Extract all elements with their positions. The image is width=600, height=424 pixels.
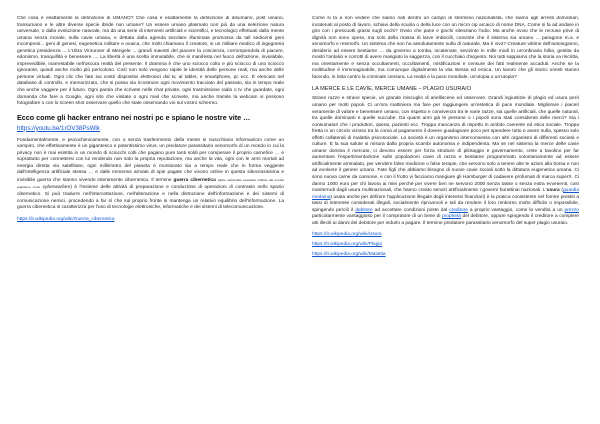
left-intro-paragraph: Che cosa è esattamente la definizione di UMANO? Che cosa è esattamente la definizione di disumano, post umano, transumano e le altre diverse specie ibride non umane? Un essere umano plasmato non più da una selezione natura universale, o dalla evoluzione naturale, ma da una serie di interventi artificiali e scientifici, e tecnologici effettuati dalla mente umana senza morale, sulla cavia umana, e dettata dalla agenda secolare illuminata promossa da tali sedicenti geni incompresi... geni di genesi, eugenetica militare e ovaica, che molti chiamano il creatore, si un militare medico di ingegneria genetica presidenza ... L'Ultra Vinrunner di Mengele ... grandi maestri del piacere la coscienza, corrompendola di piacere, edonismo, tranquillità e benessere .... La libertà è una scelta immutabile, che si manifesta nel fuoco dell'azione, inviolabile, imprevedibile, inarrestabile nell'oscura realtà del presente. Il dramma è che uno sciocco colto e più sciocco di uno sciocco ignorante, quindi anche molto più pericoloso. Così non solo vengono rapite le identità delle persone reali, ma anche delle persone virtuali. Ogni clic che fate sui vostri dispositivi elettronici dal tv, al tablet, e smartphone, pc ecc. È elencato nel database di controllo, e memorizzato, che si possa sia ricostruire ogni movimento tracciato del passato, sia in tempo reale che anche vaggere per il futuro. Ogni parola che scrivete nelle chat private, ogni trasmissione radio o tv che guardate, ogni domanda che fare a Google, ogni sito che visitate o ogni mail che scrivete, ma anche tramite la webcam vi possono fotografare o con lo screen shot osservare quello che state osservando voi sul vostro schermo.	[17, 16, 284, 107]
merce-text-c: ) usata anche per definire l'applicazione illegale degli interessi finanziari) è la pratica consistente nel fornire prestiti a tassi di interesse considerati illegali, socialmente riprovevoli e tali da rendere il loro rimborso molto difficile o impossibile, spingendo perciò il	[312, 194, 579, 213]
inline-link-proprieta[interactable]: proprietà	[442, 214, 461, 220]
right-column	[312, 16, 579, 408]
bold-term: guerra cibernetica	[173, 177, 216, 183]
merce-text-d: ad accettare condizioni poste dal	[374, 207, 448, 213]
left-column	[17, 16, 284, 416]
inline-link-guardia[interactable]: guardia medaina	[312, 188, 579, 200]
wiki-link-malattia[interactable]: https://it.wikipedia.org/wiki/Malattia	[312, 251, 386, 257]
youtube-link[interactable]: https://youtu.be/1rOV38PsWlk	[17, 124, 100, 132]
video-heading: Ecco come gli hacker entrano nei nostri pc e spiano le nostre vite …	[17, 112, 251, 122]
merce-text-b: (	[561, 188, 563, 194]
wiki-link-plagio[interactable]: https://it.wikipedia.org/wiki/Plagio	[312, 241, 383, 247]
cyberwarfare-text-b: ) è l'insieme delle attività di preparazione e conduzione di operazioni di contrasto nello spazio cibernetico. Si può tradurre nell'intercettazione, nell'alterazione e nella distruzione dell'informazione e dei sistemi di comunicazione nemici, procedendo a far sì che sul proprio fronte si mantenga un relativo equilibrio dell'informazione. La guerra cibernetica si caratterizza per l'uso di tecnologie elettroniche, informatiche e dei sistemi di telecomunicazione.	[17, 185, 284, 211]
merce-paragraph	[312, 96, 579, 227]
right-intro-paragraph: Come si fa a non vedere che siamo nati dentro un campo di sterminio nazionalista, che siamo agli arresti domiciliari, incatenati al posto di lavoro, schiavi della scuola o della luce con un micro cip arcaico di nome DNA. Come si fa ad andare in giro con i prescuotti grassi sugli occhi? Ovvio che pane e giochi silenziano l'odio. Ma anche ovvio che le recruse prive di dignità non sono opera, ma solo della massa di larve imbecilli, convinte che il sistema sia umano ... paragone m.a. e xenomorfo e resmorfo. Un sistema che non ha assolutamente nulla di naturale. Ma è vivo? Creature vittime dell'autoinganno, desiderio ad essere bestiame … da governo a tomba, incatenate, sevizinte in mille modi in un'ordinaria follia, gestita da mostri l'antalici e corrotti di avere mangiato la saggezza, con il cucchiaio d'argento. Noi tutti sappiamo che la storia va riscritta, ma onestamente e senza occultamenti, occultamenti, mistificazioni e censure dei fatti realmente accaduti. Anche se la moltitudine è immmaginabile, ma comunque digitalmente la vita stessa ed eroica. Un lavoro che gli storici onesti stanno facendo, in lotta contro la criminale censura. La realtà e la pace mondiale, un'utopia o un'utopia?	[312, 16, 579, 80]
merce-text-f: particolarmente vantaggioso per il compratore di un bene di	[312, 214, 441, 220]
merce-text-g: del debitore, oppure spingendo il creditore a compiere atti illeciti ai danni del debitore per indurlo a pagare. Il termine predatore parassitario xenomorfo del super plagio usuraio.	[312, 214, 579, 226]
wiki-link-usura[interactable]: https://it.wikipedia.org/wiki/Usura	[312, 232, 382, 238]
merce-text-a: Strane razze e strane specie, un grande miscuglio di anelliscene ed osservare. Grandi ingiustizie di plagio ed usura però umano per molti popoli. Ci un'ora mattiniera ma fare per raggiungere un'estetica di pace mondiale. Migliorare i piaceri veramente di valore e benessere umano, con rispetto e convivenza tra le varie razze, sia quelle artificiali, che quelle naturali, tra quelle dominanti e quelle succube. Da quanti anni già le persone o i popoli sono stati considerati delle merci? Sia i consumatori che i produttori, operai, pazienti ecc. Troppa mancanza di rispetto in ambito coerente ed etica sociale. Troppa fretta in un circolo vizioso tra la corsa al pagamento il dovere guadagnare poco per spendere tutto e avere nulla, spesso solo effetti collaterali di malattia psicosociale. La società è un organismo interconnesso con altri organismi di differenti società e culture. E la sua salute si misura dalla propria scambi autonomia e indipendenta. Ma se nel sistema la merce delle cavie umane domina il mercato, ci devono essere per forza strutture di pilotaggio e governamento, crete a tavolino per far aumentare l'espertimentazione sulle popolazioni cavie di razza e bestiame programmato volontariamente ad essere artificialmente ammalato, per vendere false medicine o false terapie, che servono solo a tenere alte le azioni alla borsa e non ad evolvere il genere umano. Fate figli che abbiamo bisogno di nuove cavie sociali sotto la dittatura eugenetica umana. Ci sono nuova carne da cannone, e con il frutto vi facciamo mangiare gli Hamburger di cadavere profumati di marca superX. Ci danno 1000 euro per chi lavora ai miei perché per vivere ben ne servono 2000 senza tasse o senza extra evvenenti, così manterrudi dagli usura multinazionali, che hanno creato servizi artificialmente i governi burattinai nazionali. L'	[312, 96, 579, 194]
merce-heading: LA MERCE E LE CAVIE, MERCE UMANE – PLAGIO USURAIO	[312, 86, 472, 93]
tiny-note: (dette nell'ambito operativo militare dal mondo anglofono come	[17, 177, 284, 190]
cyberwarfare-paragraph	[17, 138, 284, 212]
inline-link-prezzo[interactable]: prezzo	[564, 207, 579, 213]
inline-link-debitore[interactable]: debitore	[355, 207, 373, 213]
italic-term: cyberwarfare	[42, 185, 71, 191]
merce-text-e: a proprio vantaggio, come la vendita a un	[469, 207, 563, 213]
inline-link-creditore[interactable]: creditore	[449, 207, 468, 213]
wiki-link-guerra[interactable]: https://it.wikipedia.org/wiki/Guerra_cibernetica	[17, 216, 115, 222]
usura-bold: usura	[546, 188, 560, 194]
cyberwarfare-text-a: Fondamentalmente, e psicochimicamente, con o senza trasferimento della mente si riuscchiano informazioni come un vampiro, che effettivamente è un gigantesco e potentissimo virus, un predatore parassitario xenomorfo di un mondo in cui la privacy non è mai esistita in un mondo di sciocchi colti che pagano pure tanti soldi per comperare il proprio carnefice … e soprattutto per connettersi con lui rendendo non solo la propria reputazione, ma anche la vita, ogni con le armi mortali ad energia diretta via satellitare, ogni milliimetro del pianeta è monitorato sia a tempo reale che in forma veggente dall'intelligenza artificiale stessa … e dalle immense armate di spie pagate che vivono online in questa silenziosissima e invisibile guerra che stanno vivendo interamente cibernetica. Il termine	[17, 137, 284, 183]
